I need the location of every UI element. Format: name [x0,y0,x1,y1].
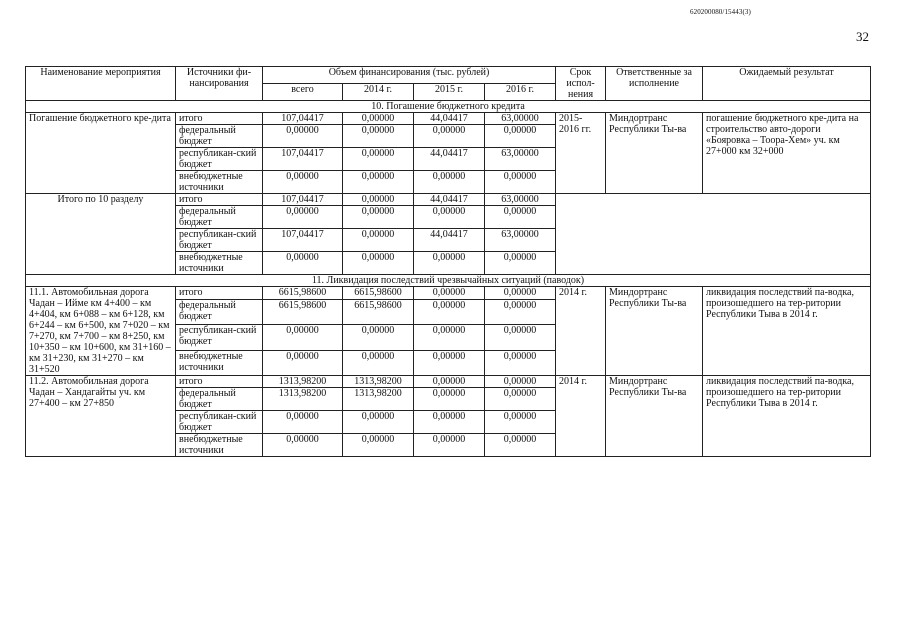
amount-cell: 0,00000 [485,411,556,434]
amount-cell: 44,04417 [414,229,485,252]
amount-cell: 6615,98600 [343,287,414,300]
responsible: Миндортранс Республики Ты-ва [606,287,703,376]
amount-cell: 0,00000 [343,171,414,194]
col-header-volume: Объем финансирования (тыс. рублей) [263,67,556,84]
document-code: 620200080/15443(3) [690,8,751,16]
col-header-deadline: Срок испол-нения [556,67,606,101]
deadline: 2014 г. [556,287,606,376]
amount-cell: 107,04417 [263,113,343,125]
section-title-row [26,101,871,113]
amount-cell: 107,04417 [263,229,343,252]
responsible: Миндортранс Республики Ты-ва [606,113,703,194]
measure-name: 11.2. Автомобильная дорога Чадан – Хандагайты уч. км 27+400 – км 27+850 [26,376,176,457]
amount-cell: 44,04417 [414,113,485,125]
source-label: итого [176,194,263,206]
amount-cell: 0,00000 [485,325,556,350]
amount-cell: 44,04417 [414,194,485,206]
amount-cell: 0,00000 [485,300,556,325]
amount-cell: 0,00000 [414,411,485,434]
measure-name: Погашение бюджетного кре-дита [26,113,176,194]
amount-cell: 1313,98200 [343,376,414,388]
expected-result: погашение бюджетного кре-дита на строительство авто-дороги «Бояровка – Тоора-Хем» уч. км 27+000 км 32+000 [703,113,871,194]
deadline: 2014 г. [556,376,606,457]
amount-cell: 0,00000 [343,229,414,252]
amount-cell: 0,00000 [263,325,343,350]
amount-cell: 63,00000 [485,194,556,206]
table-row [26,113,871,125]
amount-cell: 6615,98600 [263,287,343,300]
source-label: внебюджетные источники [176,350,263,375]
table-row [26,287,871,300]
page-number: 32 [856,29,869,44]
source-label: федеральный бюджет [176,300,263,325]
amount-cell: 0,00000 [343,411,414,434]
amount-cell: 0,00000 [414,325,485,350]
responsible: Миндортранс Республики Ты-ва [606,376,703,457]
source-label: федеральный бюджет [176,125,263,148]
amount-cell: 0,00000 [485,388,556,411]
col-header-2016: 2016 г. [485,84,556,101]
amount-cell: 0,00000 [485,171,556,194]
amount-cell: 0,00000 [414,350,485,375]
amount-cell: 6615,98600 [263,300,343,325]
source-label: внебюджетные источники [176,252,263,275]
amount-cell: 0,00000 [485,350,556,375]
source-label: республикан-ский бюджет [176,148,263,171]
amount-cell: 1313,98200 [343,388,414,411]
source-label: итого [176,287,263,300]
expected-result: ликвидация последствий па-водка, произошедшего на тер-ритории Республики Тыва в 2014 г. [703,376,871,457]
source-label: внебюджетные источники [176,434,263,457]
deadline: 2015-2016 гг. [556,113,606,194]
amount-cell: 63,00000 [485,148,556,171]
amount-cell: 0,00000 [263,206,343,229]
amount-cell: 0,00000 [414,252,485,275]
amount-cell: 0,00000 [343,125,414,148]
amount-cell: 1313,98200 [263,376,343,388]
amount-cell: 63,00000 [485,229,556,252]
amount-cell: 0,00000 [343,194,414,206]
amount-cell: 0,00000 [485,376,556,388]
amount-cell: 0,00000 [414,300,485,325]
source-label: федеральный бюджет [176,206,263,229]
amount-cell: 0,00000 [263,411,343,434]
subtotal-label: Итого по 10 разделу [26,194,176,275]
amount-cell: 0,00000 [263,350,343,375]
col-header-responsible: Ответственные за исполнение [606,67,703,101]
amount-cell: 0,00000 [343,206,414,229]
amount-cell: 1313,98200 [263,388,343,411]
amount-cell: 0,00000 [414,125,485,148]
amount-cell: 0,00000 [414,206,485,229]
col-header-result: Ожидаемый результат [703,67,871,101]
amount-cell: 63,00000 [485,113,556,125]
section-title: 11. Ликвидация последствий чрезвычайных ситуаций (паводок) [26,275,871,287]
table-row [26,376,871,388]
amount-cell: 0,00000 [263,252,343,275]
expected-result: ликвидация последствий па-водка, произошедшего на тер-ритории Республики Тыва в 2014 г. [703,287,871,376]
table-body [26,101,871,457]
amount-cell: 0,00000 [343,113,414,125]
amount-cell: 0,00000 [343,325,414,350]
amount-cell: 0,00000 [414,388,485,411]
amount-cell: 0,00000 [343,434,414,457]
source-label: республикан-ский бюджет [176,325,263,350]
source-label: итого [176,113,263,125]
col-header-sources: Источники фи-нансирования [176,67,263,101]
amount-cell: 0,00000 [263,434,343,457]
col-header-total: всего [263,84,343,101]
amount-cell: 0,00000 [414,376,485,388]
amount-cell: 6615,98600 [343,300,414,325]
amount-cell: 0,00000 [263,171,343,194]
source-label: итого [176,376,263,388]
col-header-2015: 2015 г. [414,84,485,101]
source-label: республикан-ский бюджет [176,229,263,252]
amount-cell: 0,00000 [263,125,343,148]
amount-cell: 0,00000 [485,252,556,275]
amount-cell: 0,00000 [414,171,485,194]
source-label: республикан-ский бюджет [176,411,263,434]
financing-table [25,66,871,457]
amount-cell: 0,00000 [343,148,414,171]
source-label: федеральный бюджет [176,388,263,411]
amount-cell: 44,04417 [414,148,485,171]
measure-name: 11.1. Автомобильная дорога Чадан – Ийме км 4+400 – км 4+404, км 6+088 – км 6+128, км 6+244 – км 6+500, км 7+020 – км 7+270, км 7+700 – км 8+250, км 10+350 – км 10+600, км 31+160 – км 31+230, км 31+270 – км 31+520 [26,287,176,376]
amount-cell: 0,00000 [414,287,485,300]
amount-cell: 0,00000 [343,252,414,275]
col-header-2014: 2014 г. [343,84,414,101]
amount-cell: 0,00000 [343,350,414,375]
amount-cell: 0,00000 [485,434,556,457]
subtotal-row [26,194,871,206]
empty-cell [556,194,871,275]
source-label: внебюджетные источники [176,171,263,194]
amount-cell: 0,00000 [485,125,556,148]
amount-cell: 0,00000 [485,287,556,300]
section-title-row [26,275,871,287]
amount-cell: 107,04417 [263,194,343,206]
amount-cell: 0,00000 [414,434,485,457]
col-header-name: Наименование мероприятия [26,67,176,101]
section-title: 10. Погашение бюджетного кредита [26,101,871,113]
amount-cell: 0,00000 [485,206,556,229]
amount-cell: 107,04417 [263,148,343,171]
